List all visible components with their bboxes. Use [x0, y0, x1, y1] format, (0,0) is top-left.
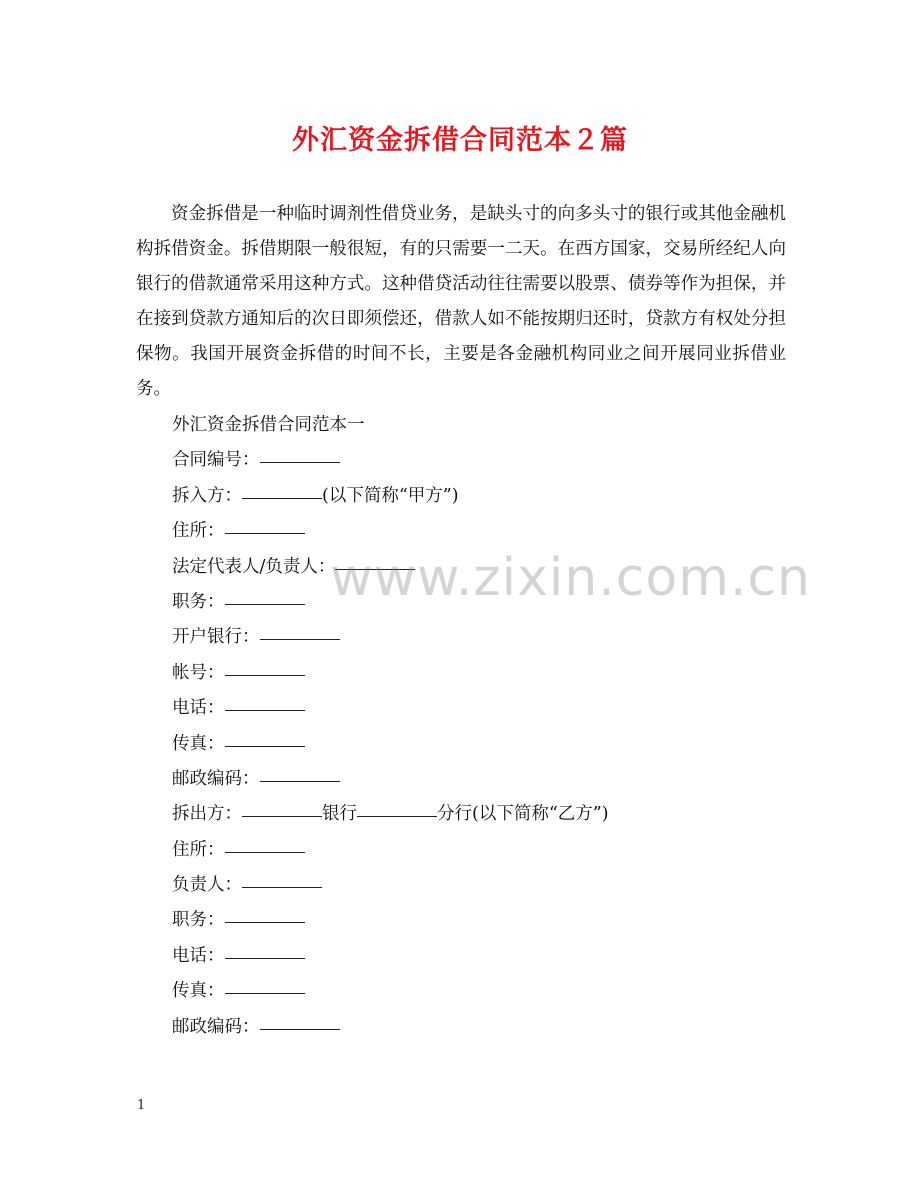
field-suffix: (以下简称“甲方”) — [322, 485, 459, 506]
field-address-2 — [172, 833, 792, 868]
field-label: 开户银行： — [172, 627, 260, 648]
blank-line — [225, 532, 305, 534]
field-fax-1 — [172, 727, 792, 762]
blank-line — [225, 745, 305, 747]
field-label: 住所： — [172, 521, 225, 542]
field-postcode-2 — [172, 1010, 792, 1045]
field-label: 负责人： — [172, 875, 242, 896]
field-label: 职务： — [172, 591, 225, 612]
blank-line — [242, 886, 322, 888]
field-lender — [172, 797, 792, 832]
blank-line — [242, 497, 322, 499]
document-title: 外汇资金拆借合同范本２篇 — [292, 125, 628, 156]
blank-line — [260, 1028, 340, 1030]
field-contract-no — [172, 443, 792, 478]
blank-line — [225, 992, 305, 994]
contract-fields — [172, 408, 792, 1045]
field-phone-2 — [172, 939, 792, 974]
blank-line — [225, 603, 305, 605]
blank-line — [260, 638, 340, 640]
blank-line — [260, 780, 340, 782]
field-label: 职务： — [172, 910, 225, 931]
field-label: 传真： — [172, 981, 225, 1002]
field-postcode-1 — [172, 762, 792, 797]
field-label: 传真： — [172, 733, 225, 754]
field-label: 法定代表人/负责人： — [172, 556, 336, 577]
field-fax-2 — [172, 974, 792, 1009]
field-label: 合同编号： — [172, 450, 260, 471]
field-address-1 — [172, 514, 792, 549]
field-suffix: 分行(以下简称“乙方”) — [437, 804, 609, 825]
section-heading: 外汇资金拆借合同范本一 — [172, 415, 365, 435]
field-account — [172, 656, 792, 691]
field-borrower — [172, 479, 792, 514]
field-suffix: 银行 — [322, 804, 357, 825]
watermark: www.zixin.com.cn — [330, 548, 811, 608]
field-label: 拆入方： — [172, 485, 242, 506]
blank-line — [242, 815, 322, 817]
blank-line — [225, 709, 305, 711]
blank-line — [225, 674, 305, 676]
field-label: 电话： — [172, 945, 225, 966]
page-number: 1 — [137, 1098, 146, 1113]
blank-line — [225, 957, 305, 959]
intro-paragraph: 资金拆借是一种临时调剂性借贷业务，是缺头寸的向多头寸的银行或其他金融机构拆借资金。拆借期限一般很短，有的只需要一二天。在西方国家，交易所经纪人向银行的借款通常采用这种方式。这种借贷活动往往需要以股票、债券等作为担保，并在接到贷款方通知后的次日即须偿还，借款人如不能按期归还时，贷款方有权处分担保物。我国开展资金拆借的时间不长，主要是各金融机构同业之间开展同业拆借业务。 — [136, 204, 786, 399]
field-person-in-charge — [172, 868, 792, 903]
field-bank — [172, 620, 792, 655]
field-position-2 — [172, 903, 792, 938]
field-label: 帐号： — [172, 662, 225, 683]
field-label: 邮政编码： — [172, 1016, 260, 1037]
blank-line — [225, 851, 305, 853]
blank-line — [260, 461, 340, 463]
blank-line — [357, 815, 437, 817]
field-label: 拆出方： — [172, 804, 242, 825]
field-label: 住所： — [172, 839, 225, 860]
field-phone-1 — [172, 691, 792, 726]
field-label: 电话： — [172, 698, 225, 719]
blank-line — [225, 921, 305, 923]
field-label: 邮政编码： — [172, 768, 260, 789]
